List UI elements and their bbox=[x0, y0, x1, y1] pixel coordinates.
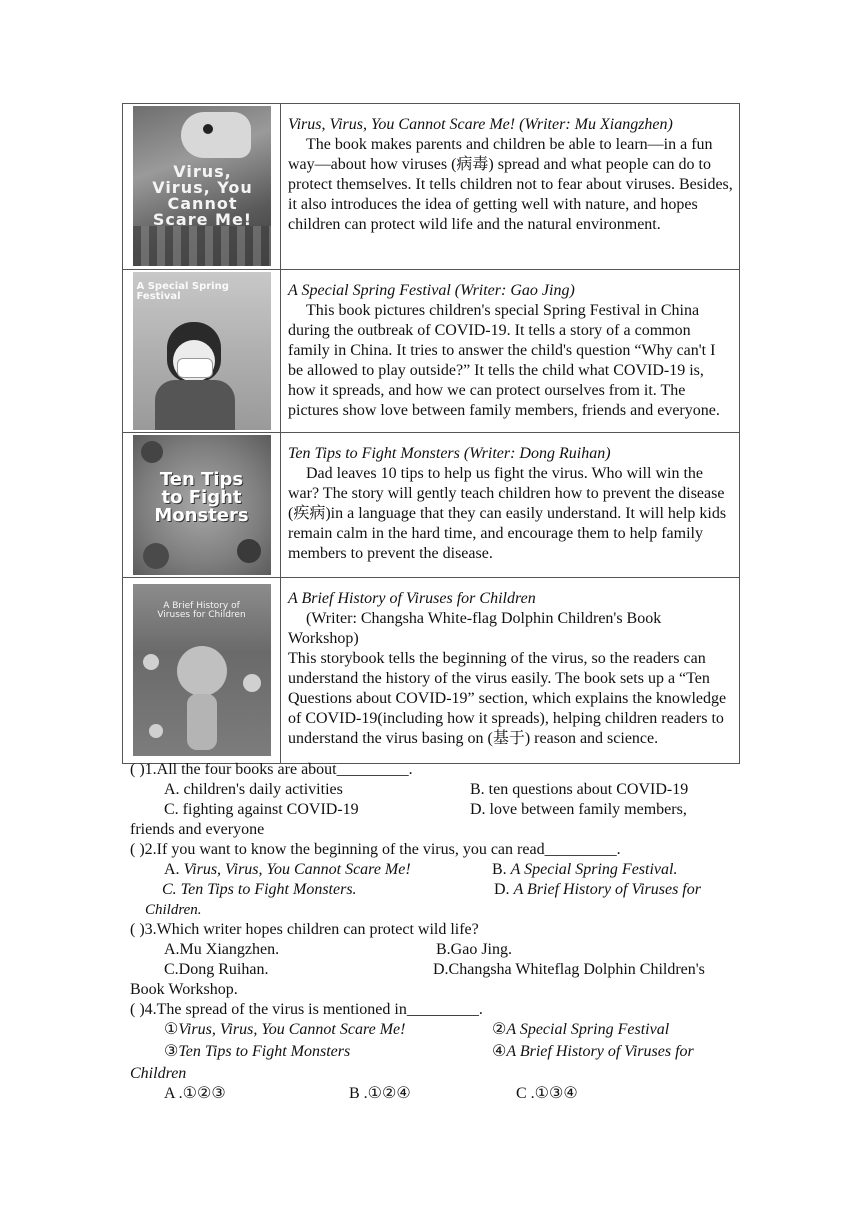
question-1-option-d[interactable]: D. love between family members, bbox=[470, 801, 687, 818]
book-row bbox=[123, 433, 739, 578]
book-description bbox=[281, 433, 739, 577]
option-line bbox=[130, 880, 740, 900]
cover-cell bbox=[123, 433, 281, 577]
item-number: ① bbox=[164, 1021, 179, 1038]
question-3-stem: ( )3.Which writer hopes children can protect wild life? bbox=[130, 921, 479, 938]
book-cover-image bbox=[133, 272, 271, 430]
option-line bbox=[130, 1042, 740, 1064]
book-title: Virus, Virus, You Cannot Scare Me! (Writer: Mu Xiangzhen) bbox=[288, 116, 673, 133]
question-1-option-c[interactable]: C. fighting against COVID-19 bbox=[164, 801, 359, 818]
question-4-item-2 bbox=[492, 1020, 669, 1040]
book-row bbox=[123, 270, 739, 433]
question-4-option-c[interactable]: C .①③④ bbox=[516, 1085, 578, 1102]
book-body: This storybook tells the beginning of the virus, so the readers can understand the history of the virus easily. The book sets up a “Ten Questions about COVID-19” section, which explains the knowledge of COVID-19(including how it spreads), helping children readers to understand the virus basing on (基于) reason and science. bbox=[288, 650, 727, 747]
option-text: A Special Spring Festival. bbox=[510, 861, 678, 878]
question-4-item-4-continued: Children bbox=[130, 1065, 187, 1082]
question-2-option-b[interactable] bbox=[492, 860, 677, 880]
monster-illustration bbox=[237, 539, 261, 563]
book-cover-image bbox=[133, 435, 271, 575]
cover-cell bbox=[123, 104, 281, 269]
option-line bbox=[130, 900, 740, 920]
option-label: D. bbox=[494, 881, 510, 898]
question-area bbox=[130, 760, 740, 1106]
option-line bbox=[130, 980, 740, 1000]
question-4-item-4 bbox=[492, 1042, 694, 1062]
question-3-option-d[interactable]: D.Changsha Whiteflag Dolphin Children's bbox=[433, 961, 705, 978]
question-stem bbox=[130, 1000, 740, 1020]
question-4-option-b[interactable]: B .①②④ bbox=[349, 1085, 411, 1102]
question-4-item-1 bbox=[164, 1020, 405, 1040]
item-number: ④ bbox=[492, 1043, 507, 1060]
cover-title: A Special Spring Festival bbox=[136, 281, 229, 302]
option-line bbox=[130, 940, 740, 960]
item-text: Ten Tips to Fight Monsters bbox=[178, 1043, 351, 1060]
creature-illustration bbox=[181, 112, 251, 158]
question-2-option-a[interactable] bbox=[164, 860, 411, 880]
question-3-option-c[interactable]: C.Dong Ruihan. bbox=[164, 961, 269, 978]
question-stem bbox=[130, 920, 740, 940]
question-2-option-d[interactable] bbox=[494, 880, 701, 900]
question-4-item-3 bbox=[164, 1042, 350, 1062]
question-4-option-a[interactable]: A .①②③ bbox=[164, 1085, 226, 1102]
cover-cell bbox=[123, 578, 281, 763]
book-body: Dad leaves 10 tips to help us fight the virus. Who will win the war? The story will gently teach children how to prevent the disease (疾病)in a language that they can easily understand. It will help kids remain calm in the hard time, and encourage them to help family members to prevent the disease. bbox=[288, 465, 727, 562]
question-3-option-b[interactable]: B.Gao Jing. bbox=[436, 941, 512, 958]
option-text: Virus, Virus, You Cannot Scare Me! bbox=[183, 861, 411, 878]
book-title: A Brief History of Viruses for Children bbox=[288, 590, 536, 607]
question-stem bbox=[130, 840, 740, 860]
item-number: ② bbox=[492, 1021, 507, 1038]
virus-illustration bbox=[243, 674, 261, 692]
item-text: Virus, Virus, You Cannot Scare Me! bbox=[178, 1021, 406, 1038]
book-description bbox=[281, 270, 739, 432]
book-description bbox=[281, 578, 739, 763]
question-2-stem: ( )2.If you want to know the beginning of the virus, you can read_________. bbox=[130, 841, 621, 858]
question-3-option-a[interactable]: A.Mu Xiangzhen. bbox=[164, 941, 280, 958]
question-stem bbox=[130, 760, 740, 780]
book-description bbox=[281, 104, 739, 269]
cover-title: Virus, Virus, You Cannot Scare Me! bbox=[152, 162, 253, 229]
option-line bbox=[130, 860, 740, 880]
virus-illustration bbox=[149, 724, 163, 738]
item-text: A Special Spring Festival bbox=[506, 1021, 670, 1038]
book-title: Ten Tips to Fight Monsters (Writer: Dong Ruihan) bbox=[288, 445, 611, 462]
option-line bbox=[130, 1020, 740, 1042]
cover-cell bbox=[123, 270, 281, 432]
book-title: A Special Spring Festival (Writer: Gao Jing) bbox=[288, 282, 575, 299]
option-line bbox=[130, 1084, 740, 1106]
book-cover-image bbox=[133, 584, 271, 756]
question-1-option-b[interactable]: B. ten questions about COVID-19 bbox=[470, 781, 689, 798]
option-line bbox=[130, 820, 740, 840]
question-1-stem: ( )1.All the four books are about_________. bbox=[130, 761, 413, 778]
book-body: The book makes parents and children be able to learn—in a fun way—about how viruses (病毒) spread and what people can do to protect themselves. It tells children not to fear about viruses. Besides, it also introduces the idea of getting well with nature, and hopes children can protect wild life and the natural environment. bbox=[288, 136, 733, 233]
question-1-option-a[interactable]: A. children's daily activities bbox=[164, 781, 343, 798]
option-line bbox=[130, 800, 740, 820]
option-line bbox=[130, 1064, 740, 1084]
book-row bbox=[123, 578, 739, 763]
virus-illustration bbox=[143, 654, 159, 670]
face-mask bbox=[177, 358, 213, 378]
cover-title: Ten Tips to Fight Monsters bbox=[154, 469, 249, 526]
question-2-option-d-continued: Children. bbox=[145, 902, 202, 918]
question-3-option-d-continued: Book Workshop. bbox=[130, 981, 238, 998]
book-table bbox=[122, 103, 740, 764]
book-row bbox=[123, 104, 739, 270]
child-body bbox=[155, 380, 235, 430]
item-number: ③ bbox=[164, 1043, 179, 1060]
item-text: A Brief History of Viruses for bbox=[506, 1043, 694, 1060]
figure-illustration bbox=[187, 694, 217, 750]
virus-illustration bbox=[177, 646, 227, 696]
monster-illustration bbox=[143, 543, 169, 569]
cover-pattern bbox=[133, 226, 271, 266]
question-2-option-c[interactable]: C. Ten Tips to Fight Monsters. bbox=[162, 881, 357, 898]
cover-title: A Brief History of Viruses for Children bbox=[157, 601, 246, 620]
book-body: This book pictures children's special Spring Festival in China during the outbreak of COVID-19. It tells a story of a common family in China. It tries to answer the child's question “Why can't I be allowed to play outside?” It tells the child what COVID-19 is, how it spreads, and how we can protect ourselves from it. The pictures show love between family members, friends and everyone. bbox=[288, 302, 720, 419]
book-cover-image bbox=[133, 106, 271, 266]
question-4-stem: ( )4.The spread of the virus is mentioned in_________. bbox=[130, 1001, 483, 1018]
option-line bbox=[130, 960, 740, 980]
option-label: A. bbox=[164, 861, 180, 878]
option-line bbox=[130, 780, 740, 800]
option-text: A Brief History of Viruses for bbox=[513, 881, 701, 898]
monster-illustration bbox=[141, 441, 163, 463]
book-writer: (Writer: Changsha White-flag Dolphin Children's Book Workshop) bbox=[288, 610, 662, 647]
option-label: B. bbox=[492, 861, 507, 878]
question-1-option-d-continued: friends and everyone bbox=[130, 821, 265, 838]
creature-eye bbox=[203, 124, 213, 134]
